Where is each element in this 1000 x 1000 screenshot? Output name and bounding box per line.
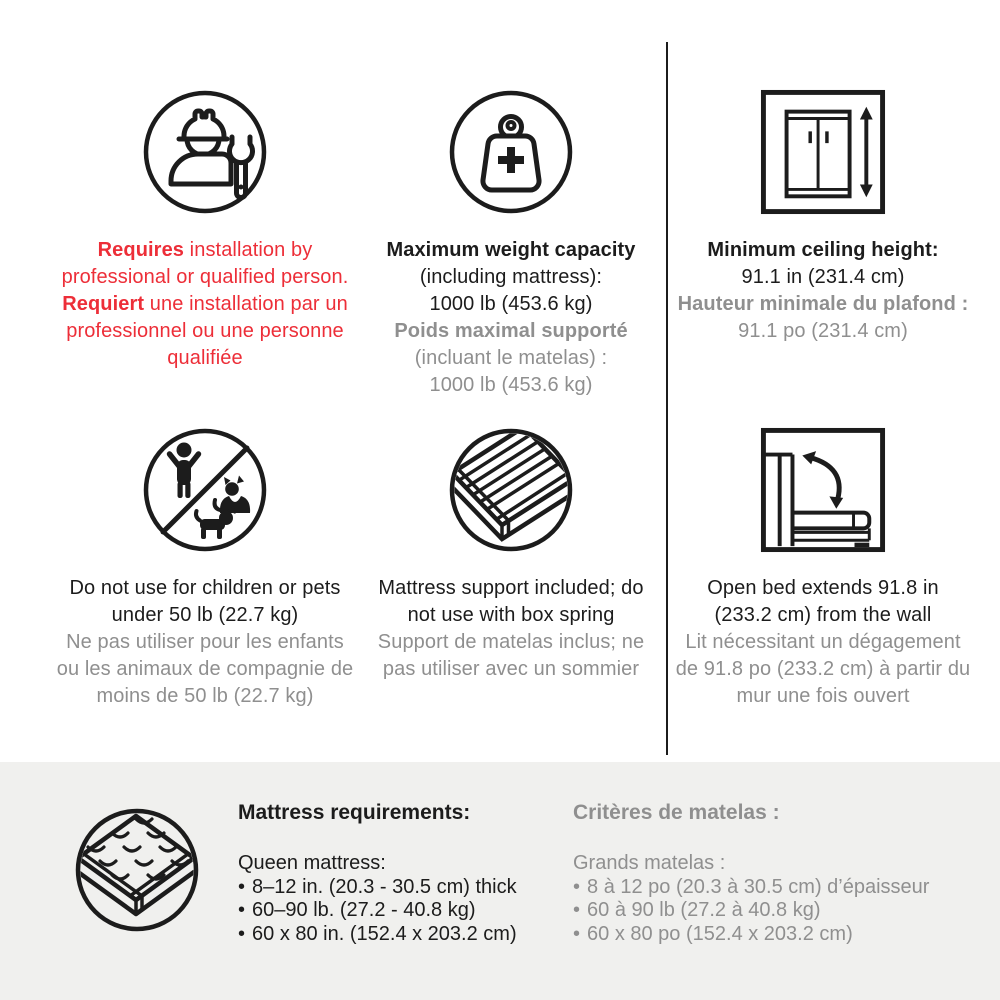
child-figure xyxy=(177,443,192,499)
open-bed-cell xyxy=(663,424,983,710)
mattress-subtitle-fr: Grands matelas : xyxy=(573,852,726,874)
mattress-bullet-fr: • 60 à 90 lb (27.2 à 40.8 kg) xyxy=(573,899,821,921)
installation-warning-text: Requires installation by professional or qualified person. Requiert une installation par un professionnel ou une personne qualifiée xyxy=(61,239,349,369)
no-children-pets-text: Do not use for children or pets under 50 lb (22.7 kg) Ne pas utiliser pour les enfants ou les animaux de compagnie de moins de 50 lb (22.7 kg) xyxy=(56,577,354,707)
mattress-bullet-en: • 8–12 in. (20.3 - 30.5 cm) thick xyxy=(238,875,517,898)
installer-icon xyxy=(45,86,365,218)
mattress-subtitle-en: Queen mattress: xyxy=(238,852,386,874)
ceiling-height-text: Minimum ceiling height: 91.1 in (231.4 cm) Hauteur minimale du plafond : 91.1 po (231.4 cm) xyxy=(677,239,969,342)
bullet-icon: • xyxy=(573,922,581,945)
no-children-pets-icon xyxy=(45,424,365,556)
max-weight-icon xyxy=(351,86,671,218)
bullet-icon: • xyxy=(238,899,246,921)
cat-figure xyxy=(220,476,250,514)
mattress-requirements-title-en: Mattress requirements: xyxy=(238,801,471,824)
mattress-requirements-title-fr: Critères de matelas : xyxy=(573,801,780,824)
no-children-pets-cell xyxy=(45,424,365,710)
max-weight-cell xyxy=(351,86,671,399)
bullet-icon: • xyxy=(573,899,581,921)
max-weight-text: Maximum weight capacity (including mattress): 1000 lb (453.6 kg) Poids maximal supporté (incluant le matelas) : 1000 lb (453.6 kg) xyxy=(386,239,636,396)
mattress-icon xyxy=(72,805,202,935)
mattress-bullet-fr: • 8 à 12 po (20.3 à 30.5 cm) d’épaisseur xyxy=(573,875,930,898)
mattress-requirements-en xyxy=(238,801,517,946)
mattress-bullet-en: • 60–90 lb. (27.2 - 40.8 kg) xyxy=(238,899,476,921)
mattress-bullet-fr: • 60 x 80 po (152.4 x 203.2 cm) xyxy=(573,922,853,945)
bullet-icon: • xyxy=(573,875,581,898)
open-bed-icon xyxy=(663,424,983,556)
mattress-support-text: Mattress support included; do not use with box spring Support de matelas inclus; ne pas utiliser avec un sommier xyxy=(377,577,645,680)
mattress-requirements-fr xyxy=(573,801,929,946)
mattress-support-cell xyxy=(351,424,671,683)
ceiling-height-icon xyxy=(663,86,983,218)
installation-warning-cell xyxy=(45,86,365,372)
mattress-bullet-en: • 60 x 80 in. (152.4 x 203.2 cm) xyxy=(238,922,517,945)
ceiling-height-cell xyxy=(663,86,983,345)
bullet-icon: • xyxy=(238,875,246,898)
bullet-icon: • xyxy=(238,922,246,945)
open-bed-text: Open bed extends 91.8 in (233.2 cm) from the wall Lit nécessitant un dégagement de 91.8 po (233.2 cm) à partir du mur une fois ouvert xyxy=(675,577,971,707)
mattress-support-icon xyxy=(351,424,671,556)
